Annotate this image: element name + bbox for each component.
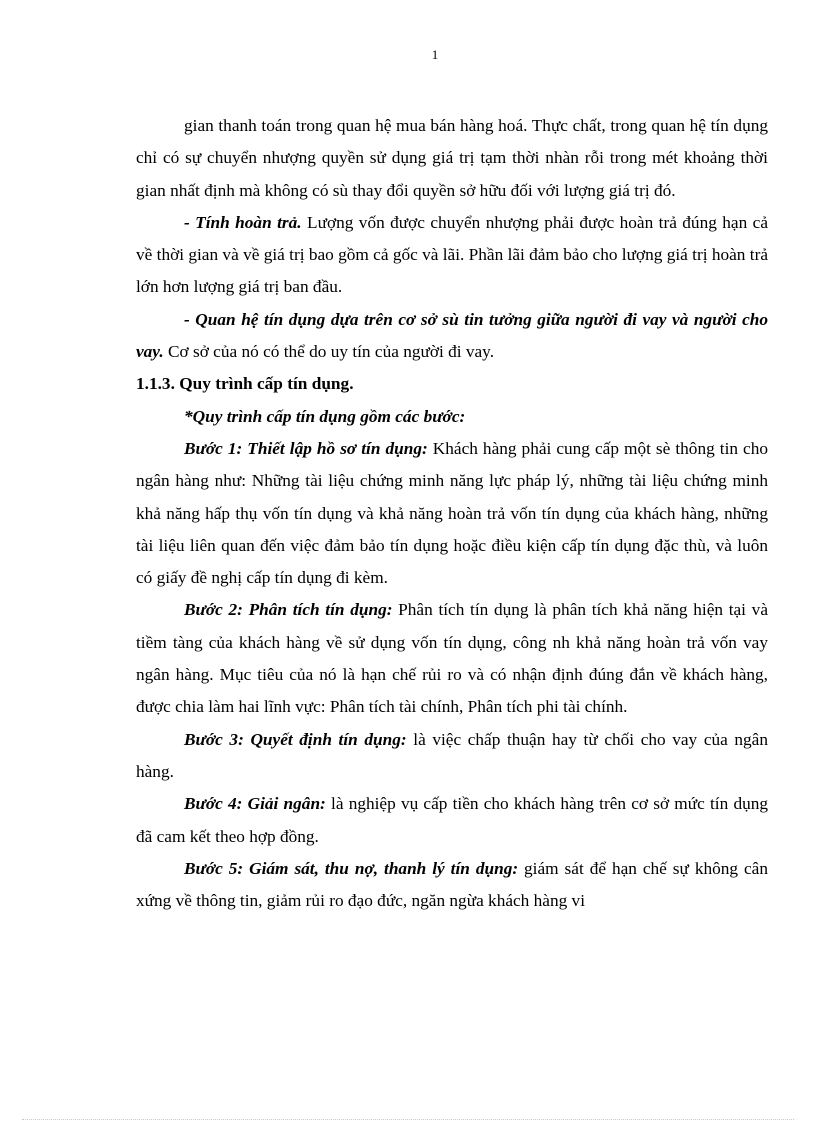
step-4-label: Bước 4: Giải ngân: [184,794,326,814]
page-bottom-divider [22,1119,794,1120]
paragraph-repayment [136,207,768,304]
trust-text: Cơ sở của nó có thể do uy tín của người đi vay. [163,342,495,362]
page-number: 1 [431,47,439,62]
step-1-label: Bước 1: Thiết lập hồ sơ tín dụng: [184,438,428,458]
step-2-text: Phân tích tín dụng là phân tích khả năng hiện tại và tiềm tàng của khách hàng về sử dụng vốn tín dụng, công nh khả năng hoàn trả vốn vay ngân hàng. Mục tiêu của nó là hạn chế rủi ro và có nhận định đúng đắn về khách hàng, được chia làm hai lĩnh vực: Phân tích tài chính, Phân tích phi tài chính. [136,600,768,717]
term-repayment: - Tính hoàn trả. [184,212,302,232]
repayment-text: Lượng vốn được chuyển nhượng phải được hoàn trả đúng hạn cả về thời gian và về giá trị bao gồm cả gốc và lãi. Phần lãi đảm bảo cho lượng giá trị hoàn trả lớn hơn lượng giá trị ban đầu. [136,212,768,297]
step-5-label: Bước 5: Giám sát, thu nợ, thanh lý tín dụng: [184,858,519,878]
subheading: *Quy trình cấp tín dụng gồm các bước: [184,406,466,426]
term-trust: - Quan hệ tín dụng dựa trên cơ sở sù tin tưởng giữa người đi vay và người cho vay. [136,309,768,362]
step-3 [136,724,768,789]
step-2 [136,594,768,723]
paragraph-transfer-of-use: gian thanh toán trong quan hệ mua bán hàng hoá. Thực chất, trong quan hệ tín dụng chỉ có sự chuyển nhượng quyền sử dụng giá trị tạm thời nhàn rỗi trong mét khoảng thời gian nhất định mà không có sù thay đổi quyền sở hữu đối với lượng giá trị đó. [136,116,768,200]
step-4-text: là nghiệp vụ cấp tiền cho khách hàng trên cơ sở mức tín dụng đã cam kết theo hợp đồng. [136,794,769,846]
step-5-text: giám sát để hạn chế sự không cân xứng về thông tin, giảm rủi ro đạo đức, ngăn ngừa khách hàng vi [136,858,768,911]
document-body [136,110,768,917]
step-2-label: Bước 2: Phân tích tín dụng: [184,600,393,620]
step-3-label: Bước 3: Quyết định tín dụng: [184,729,407,749]
step-3-text: là việc chấp thuận hay từ chối cho vay của ngân hàng. [136,729,768,781]
step-4 [136,788,768,853]
step-1-text: Khách hàng phải cung cấp một sè thông tin cho ngân hàng như: Những tài liệu chứng minh năng lực pháp lý, những tài liệu chứng minh khả năng hấp thụ vốn tín dụng và khả năng hoàn trả vốn tín dụng của khách hàng, những tài liệu liên quan đến việc đảm bảo tín dụng hoặc điều kiện cấp tín dụng đặc thù, và luôn có giấy đề nghị cấp tín dụng đi kèm. [136,438,768,588]
step-5 [136,853,768,918]
section-heading: 1.1.3. Quy trình cấp tín dụng. [136,374,354,394]
step-1 [136,433,768,594]
paragraph-trust [136,304,768,369]
